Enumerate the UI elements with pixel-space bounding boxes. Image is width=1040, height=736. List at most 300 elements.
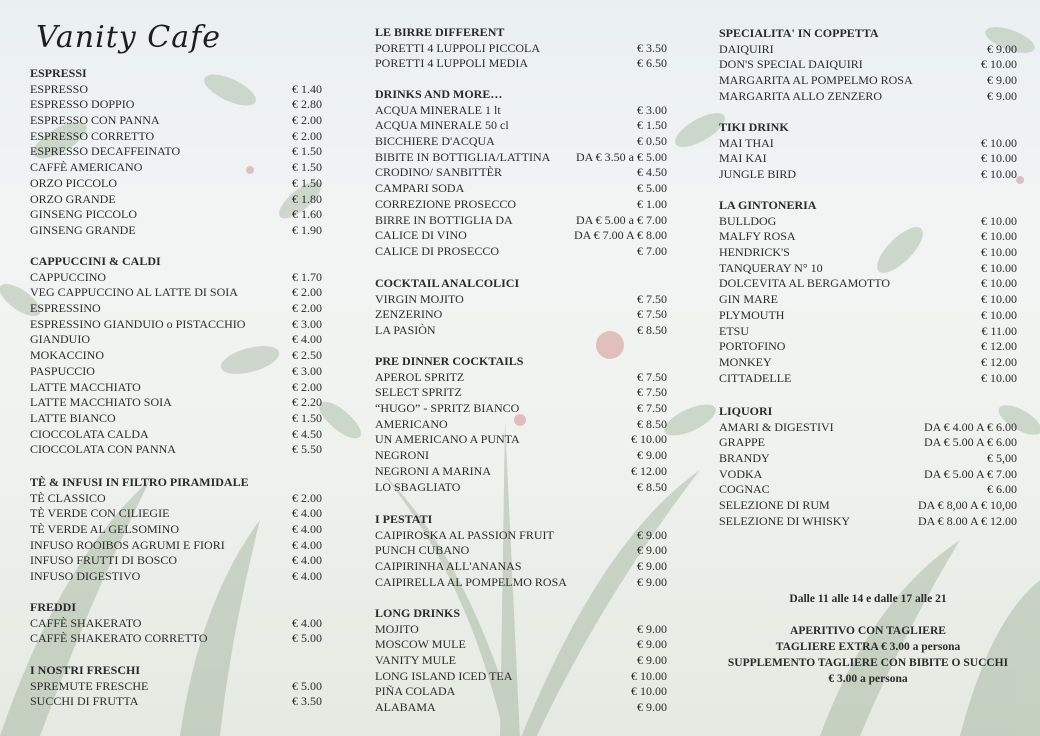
- menu-item: [30, 679, 322, 695]
- menu-item: [30, 129, 322, 145]
- section-liquori: [719, 404, 1017, 530]
- menu-item-name: MAI KAI: [719, 151, 767, 166]
- menu-item: [719, 482, 1017, 498]
- menu-item-name: ESPRESSO DOPPIO: [30, 97, 135, 112]
- section-heading: I NOSTRI FRESCHI: [30, 663, 141, 677]
- menu-item: [30, 553, 322, 569]
- menu-item-price: € 4.00: [292, 332, 322, 347]
- menu-item: [30, 317, 322, 333]
- menu-item-name: CAFFÈ AMERICANO: [30, 160, 143, 175]
- menu-item-price: € 10.00: [981, 213, 1017, 228]
- menu-item: [30, 506, 322, 522]
- aperitivo-line-2: TAGLIERE EXTRA € 3.00 a persona: [775, 641, 961, 653]
- menu-item-price: € 1.40: [292, 81, 322, 96]
- menu-item-price: DA € 8.00 A € 12.00: [917, 513, 1017, 528]
- menu-item-price: € 3.50: [637, 40, 667, 55]
- menu-item: [30, 176, 322, 192]
- menu-item: [375, 464, 667, 480]
- menu-item-name: HENDRICK'S: [719, 245, 790, 260]
- menu-item-price: € 7.50: [637, 401, 667, 416]
- menu-item: [375, 134, 667, 150]
- menu-item-price: € 1.70: [292, 269, 322, 284]
- menu-item-name: LONG ISLAND ICED TEA: [375, 668, 513, 683]
- menu-item: [375, 401, 667, 417]
- menu-item-name: NEGRONI A MARINA: [375, 463, 492, 478]
- menu-item-price: € 7.50: [637, 291, 667, 306]
- menu-item-name: “HUGO” - SPRITZ BIANCO: [375, 401, 520, 416]
- menu-item: [719, 339, 1017, 355]
- section-heading: LIQUORI: [719, 404, 773, 418]
- menu-item-name: PASPUCCIO: [30, 363, 95, 378]
- section-pre-dinner-cocktails: [375, 354, 667, 495]
- menu-item: [719, 371, 1017, 387]
- menu-item: [375, 575, 667, 591]
- menu-item-price: DA € 5.00 A € 7.00: [923, 466, 1017, 481]
- menu-item-price: € 7.50: [637, 385, 667, 400]
- menu-item-name: TÈ VERDE CON CILIEGIE: [30, 506, 170, 521]
- menu-item: [375, 417, 667, 433]
- menu-item: [375, 480, 667, 496]
- menu-item: [719, 151, 1017, 167]
- menu-item-price: € 9.00: [637, 700, 667, 715]
- menu-item-price: € 10.00: [981, 151, 1017, 166]
- menu-item-name: ALABAMA: [375, 700, 436, 715]
- menu-item-name: PUNCH CUBANO: [375, 543, 470, 558]
- menu-item: [30, 270, 322, 286]
- menu-item: [719, 467, 1017, 483]
- menu-item-name: ACQUA MINERALE 50 cl: [375, 118, 509, 133]
- menu-item-name: MAI THAI: [719, 135, 774, 150]
- menu-item: [30, 144, 322, 160]
- section-birre: [375, 25, 667, 72]
- menu-item-price: € 2.80: [292, 97, 322, 112]
- menu-item: [375, 385, 667, 401]
- menu-item-price: € 0.50: [637, 134, 667, 149]
- menu-item-price: € 9.00: [637, 574, 667, 589]
- menu-item: [30, 192, 322, 208]
- menu-item-name: ZENZERINO: [375, 307, 443, 322]
- menu-item: [30, 301, 322, 317]
- menu-item-name: ESPRESSINO: [30, 301, 101, 316]
- section-freddi: [30, 600, 322, 647]
- menu-item-name: AMERICANO: [375, 416, 448, 431]
- menu-item-price: € 5.00: [637, 181, 667, 196]
- menu-item-price: € 12.00: [981, 339, 1017, 354]
- menu-item-price: € 1.50: [637, 118, 667, 133]
- menu-item: [719, 451, 1017, 467]
- menu-item-name: CALICE DI VINO: [375, 228, 467, 243]
- menu-item-price: € 8.50: [637, 479, 667, 494]
- menu-item-price: DA € 5.00 a € 7.00: [576, 212, 667, 227]
- menu-item: [30, 442, 322, 458]
- menu-item: [719, 324, 1017, 340]
- menu-item-name: DON'S SPECIAL DAIQUIRI: [719, 57, 863, 72]
- section-heading: LA GINTONERIA: [719, 198, 817, 212]
- menu-item: [719, 420, 1017, 436]
- menu-item-name: ESPRESSO CON PANNA: [30, 113, 160, 128]
- menu-item-price: DA € 5.00 A € 6.00: [923, 435, 1017, 450]
- menu-item-price: € 1.00: [637, 196, 667, 211]
- menu-item-price: € 4.00: [292, 615, 322, 630]
- menu-item-price: € 3.00: [292, 316, 322, 331]
- aperitivo-line-4: € 3.00 a persona: [828, 673, 908, 685]
- menu-item-price: € 9.00: [637, 637, 667, 652]
- menu-item: [375, 448, 667, 464]
- menu-item-name: VEG CAPPUCCINO AL LATTE DI SOIA: [30, 285, 238, 300]
- menu-item-name: ESPRESSO DECAFFEINATO: [30, 144, 181, 159]
- section-heading: SPECIALITA' IN COPPETTA: [719, 26, 879, 40]
- menu-item-name: VIRGIN MOJITO: [375, 291, 464, 306]
- menu-item-price: € 10.00: [631, 684, 667, 699]
- menu-item: [30, 569, 322, 585]
- menu-item-price: € 8.50: [637, 323, 667, 338]
- menu-item-name: CAMPARI SODA: [375, 181, 465, 196]
- menu-item: [30, 82, 322, 98]
- menu-item-name: TÈ VERDE AL GELSOMINO: [30, 522, 179, 537]
- menu-item: [375, 637, 667, 653]
- menu-item-price: € 9.00: [637, 543, 667, 558]
- menu-item-price: € 10.00: [981, 276, 1017, 291]
- menu-item-name: PLYMOUTH: [719, 307, 785, 322]
- menu-item-name: BRANDY: [719, 451, 770, 466]
- menu-item: [375, 197, 667, 213]
- section-gintoneria: [719, 198, 1017, 386]
- section-heading: LONG DRINKS: [375, 606, 461, 620]
- menu-item: [375, 528, 667, 544]
- menu-item-price: € 2.00: [292, 490, 322, 505]
- menu-item: [375, 56, 667, 72]
- menu-item-name: CAIPIRINHA ALL'ANANAS: [375, 559, 522, 574]
- menu-item-name: CAFFÈ SHAKERATO CORRETTO: [30, 631, 208, 646]
- menu-item: [375, 622, 667, 638]
- menu-item-price: € 5.50: [292, 442, 322, 457]
- menu-item: [30, 113, 322, 129]
- menu-item-price: € 2.50: [292, 348, 322, 363]
- menu-item: [719, 245, 1017, 261]
- menu-item: [375, 103, 667, 119]
- menu-item: [30, 631, 322, 647]
- menu-item-price: € 9.00: [987, 88, 1017, 103]
- menu-item-price: € 2.00: [292, 301, 322, 316]
- menu-item-price: € 10.00: [981, 307, 1017, 322]
- section-drinks-and-more: [375, 87, 667, 260]
- menu-item-price: € 9.00: [637, 559, 667, 574]
- menu-item-name: MOKACCINO: [30, 348, 105, 363]
- menu-item-price: € 2.00: [292, 285, 322, 300]
- section-cocktail-analcolici: [375, 276, 667, 339]
- menu-item-price: € 1.90: [292, 222, 322, 237]
- menu-item-price: € 1.50: [292, 160, 322, 175]
- menu-item-name: GINSENG GRANDE: [30, 222, 136, 237]
- menu-item-name: SELECT SPRITZ: [375, 385, 462, 400]
- menu-item: [30, 332, 322, 348]
- menu-item-price: € 9.00: [637, 527, 667, 542]
- menu-item: [375, 181, 667, 197]
- menu-item-price: € 4.00: [292, 506, 322, 521]
- menu-item: [375, 165, 667, 181]
- menu-item: [30, 285, 322, 301]
- section-heading: PRE DINNER COCKTAILS: [375, 354, 524, 368]
- menu-item-price: € 10.00: [981, 370, 1017, 385]
- menu-item-name: CITTADELLE: [719, 370, 792, 385]
- menu-item-name: ORZO GRANDE: [30, 191, 116, 206]
- menu-item-name: INFUSO ROOIBOS AGRUMI E FIORI: [30, 537, 225, 552]
- menu-item-name: CAIPIROSKA AL PASSION FRUIT: [375, 527, 554, 542]
- section-espressi: [30, 66, 322, 239]
- menu-item: [375, 543, 667, 559]
- menu-item: [30, 491, 322, 507]
- menu-item-price: € 4.00: [292, 569, 322, 584]
- menu-item-price: € 6.50: [637, 56, 667, 71]
- section-heading: FREDDI: [30, 600, 77, 614]
- menu-item: [719, 276, 1017, 292]
- menu-item-price: € 1.50: [292, 410, 322, 425]
- section-nostri-freschi: [30, 663, 322, 710]
- menu-item: [719, 57, 1017, 73]
- menu-item: [719, 214, 1017, 230]
- menu-item-price: € 10.00: [981, 292, 1017, 307]
- aperitivo-line-1: APERITIVO CON TAGLIERE: [790, 625, 946, 637]
- aperitivo-line-3: SUPPLEMENTO TAGLIERE CON BIBITE O SUCCHI: [727, 657, 1009, 669]
- section-heading: LE BIRRE DIFFERENT: [375, 25, 505, 39]
- menu-item-price: € 2.20: [292, 395, 322, 410]
- menu-item: [30, 348, 322, 364]
- menu-item-price: € 3.00: [637, 102, 667, 117]
- menu-item-name: CAPPUCCINO: [30, 269, 107, 284]
- menu-item-name: VANITY MULE: [375, 653, 456, 668]
- menu-item: [30, 522, 322, 538]
- menu-item: [719, 435, 1017, 451]
- menu-item-price: € 4.00: [292, 537, 322, 552]
- menu-item-price: € 2.00: [292, 379, 322, 394]
- menu-item-price: € 1.50: [292, 175, 322, 190]
- menu-item: [375, 150, 667, 166]
- menu-item: [30, 380, 322, 396]
- menu-item: [375, 228, 667, 244]
- section-cappuccini-caldi: [30, 254, 322, 458]
- menu-item-name: LATTE BIANCO: [30, 410, 116, 425]
- menu-item-price: € 7.00: [637, 243, 667, 258]
- menu-item-price: DA € 3.50 a € 5.00: [576, 149, 667, 164]
- section-heading: TIKI DRINK: [719, 120, 789, 134]
- menu-item-name: ORZO PICCOLO: [30, 175, 118, 190]
- menu-item-price: € 8.50: [637, 416, 667, 431]
- menu-item-name: TANQUERAY N° 10: [719, 260, 823, 275]
- menu-item-name: CIOCCOLATA CALDA: [30, 426, 149, 441]
- menu-item-name: MARGARITA AL POMPELMO ROSA: [719, 73, 913, 88]
- menu-item-price: € 3.00: [292, 363, 322, 378]
- menu-item-price: € 9.00: [987, 41, 1017, 56]
- menu-item: [375, 307, 667, 323]
- menu-item-name: ACQUA MINERALE 1 lt: [375, 102, 501, 117]
- menu-item-name: LATTE MACCHIATO SOIA: [30, 395, 172, 410]
- menu-item-name: PIÑA COLADA: [375, 684, 456, 699]
- section-specialita-coppetta: [719, 26, 1017, 104]
- menu-item: [375, 684, 667, 700]
- menu-item-name: BULLDOG: [719, 213, 777, 228]
- menu-item: [375, 41, 667, 57]
- menu-item-name: UN AMERICANO A PUNTA: [375, 432, 520, 447]
- menu-item-name: COGNAC: [719, 482, 770, 497]
- menu-item-price: DA € 4.00 A € 6.00: [923, 419, 1017, 434]
- menu-item: [375, 323, 667, 339]
- menu-item-name: ETSU: [719, 323, 749, 338]
- menu-item: [375, 700, 667, 716]
- menu-item: [375, 244, 667, 260]
- menu-item-price: € 10.00: [981, 167, 1017, 182]
- menu-item: [30, 616, 322, 632]
- menu-item: [30, 538, 322, 554]
- menu-item-price: € 10.00: [981, 260, 1017, 275]
- menu-item: [30, 97, 322, 113]
- section-heading: COCKTAIL ANALCOLICI: [375, 276, 520, 290]
- section-heading: ESPRESSI: [30, 66, 87, 80]
- menu-item: [30, 207, 322, 223]
- menu-item-price: € 4.00: [292, 553, 322, 568]
- menu-item: [30, 160, 322, 176]
- menu-item-name: DAIQUIRI: [719, 41, 774, 56]
- menu-item-name: CORREZIONE PROSECCO: [375, 196, 517, 211]
- menu-item: [30, 694, 322, 710]
- menu-item-name: CRODINO/ SANBITTÈR: [375, 165, 503, 180]
- menu-item-name: CALICE DI PROSECCO: [375, 243, 500, 258]
- menu-item: [719, 89, 1017, 105]
- menu-item-name: LATTE MACCHIATO: [30, 379, 141, 394]
- menu-item-price: € 9.00: [637, 448, 667, 463]
- section-heading: I PESTATI: [375, 512, 433, 526]
- menu-item-price: € 2.00: [292, 113, 322, 128]
- menu-item: [30, 427, 322, 443]
- menu-item-name: VODKA: [719, 466, 763, 481]
- menu-item-price: € 10.00: [981, 57, 1017, 72]
- menu-item: [30, 364, 322, 380]
- menu-item-name: LO SBAGLIATO: [375, 479, 461, 494]
- menu-item-name: GINSENG PICCOLO: [30, 207, 138, 222]
- menu-item-name: GIANDUIO: [30, 332, 90, 347]
- menu-item-name: MARGARITA ALLO ZENZERO: [719, 88, 883, 103]
- menu-item: [375, 559, 667, 575]
- menu-item-name: BICCHIERE D'ACQUA: [375, 134, 495, 149]
- menu-item-price: € 7.50: [637, 369, 667, 384]
- menu-item: [375, 118, 667, 134]
- menu-item-name: INFUSO FRUTTI DI BOSCO: [30, 553, 178, 568]
- menu-item-name: BIBITE IN BOTTIGLIA/LATTINA: [375, 149, 551, 164]
- menu-item-price: € 10.00: [631, 432, 667, 447]
- menu-item-name: BIRRE IN BOTTIGLIA DA: [375, 212, 513, 227]
- menu-item: [375, 213, 667, 229]
- menu-item-price: € 7.50: [637, 307, 667, 322]
- menu-item: [375, 653, 667, 669]
- menu-item: [719, 498, 1017, 514]
- menu-item-price: € 10.00: [981, 135, 1017, 150]
- menu-item-name: APEROL SPRITZ: [375, 369, 465, 384]
- menu-item: [375, 432, 667, 448]
- menu-item-price: € 11.00: [981, 323, 1017, 338]
- section-te-infusi: [30, 475, 322, 585]
- menu-item: [719, 292, 1017, 308]
- menu-item-name: ESPRESSO: [30, 81, 89, 96]
- menu-item-name: GIN MARE: [719, 292, 778, 307]
- menu-item-price: € 4.00: [292, 522, 322, 537]
- menu-item-name: GRAPPE: [719, 435, 766, 450]
- menu-item-price: € 9.00: [637, 621, 667, 636]
- menu-item-name: TÈ CLASSICO: [30, 490, 106, 505]
- menu-item-name: SUCCHI DI FRUTTA: [30, 694, 139, 709]
- menu-item: [719, 261, 1017, 277]
- menu-item-price: € 9.00: [637, 653, 667, 668]
- menu-item-price: € 6.00: [987, 482, 1017, 497]
- menu-item-name: SELEZIONE DI RUM: [719, 498, 830, 513]
- menu-item: [719, 308, 1017, 324]
- menu-item-price: € 5.00: [292, 678, 322, 693]
- menu-item: [719, 167, 1017, 183]
- menu-item-name: NEGRONI: [375, 448, 429, 463]
- menu-item: [30, 223, 322, 239]
- menu-item-price: € 1.60: [292, 207, 322, 222]
- menu-item: [719, 136, 1017, 152]
- menu-item-price: € 10.00: [981, 229, 1017, 244]
- menu-item: [375, 669, 667, 685]
- menu-item-name: MOSCOW MULE: [375, 637, 466, 652]
- menu-item-name: MALFY ROSA: [719, 229, 796, 244]
- menu-item-name: INFUSO DIGESTIVO: [30, 569, 141, 584]
- menu-item-name: ESPRESSINO GIANDUIO o PISTACCHIO: [30, 316, 246, 331]
- menu-item-price: € 3.50: [292, 694, 322, 709]
- menu-item-price: € 4.50: [637, 165, 667, 180]
- menu-item: [719, 73, 1017, 89]
- menu-item-name: SPREMUTE FRESCHE: [30, 678, 149, 693]
- menu-item-name: AMARI & DIGESTIVI: [719, 419, 834, 434]
- menu-item-price: € 9.00: [987, 73, 1017, 88]
- menu-item-price: € 5.00: [292, 631, 322, 646]
- menu-item: [375, 292, 667, 308]
- menu-item-name: CAIPIRELLA AL POMPELMO ROSA: [375, 574, 567, 589]
- section-tiki-drink: [719, 120, 1017, 183]
- cafe-logo-title: Vanity Cafe: [36, 20, 221, 55]
- menu-item-name: DOLCEVITA AL BERGAMOTTO: [719, 276, 891, 291]
- menu-item-name: JUNGLE BIRD: [719, 167, 796, 182]
- menu-item-price: € 2.00: [292, 128, 322, 143]
- menu-item: [719, 514, 1017, 530]
- menu-item-name: PORTOFINO: [719, 339, 786, 354]
- aperitivo-hours: Dalle 11 alle 14 e dalle 17 alle 21: [789, 593, 947, 605]
- menu-item-name: MOJITO: [375, 621, 419, 636]
- menu-item-price: DA € 8,00 A € 10,00: [917, 498, 1017, 513]
- menu-item-price: € 4.50: [292, 426, 322, 441]
- section-heading: CAPPUCCINI & CALDI: [30, 254, 161, 268]
- menu-item-price: € 10.00: [631, 668, 667, 683]
- menu-item-name: CIOCCOLATA CON PANNA: [30, 442, 176, 457]
- menu-item-name: PORETTI 4 LUPPOLI PICCOLA: [375, 40, 541, 55]
- menu-item-price: € 10.00: [981, 245, 1017, 260]
- section-pestati: [375, 512, 667, 590]
- menu-item-price: € 12.00: [631, 463, 667, 478]
- menu-item-price: € 12.00: [981, 354, 1017, 369]
- menu-item-price: DA € 7.00 A € 8.00: [573, 228, 667, 243]
- menu-item-name: CAFFÈ SHAKERATO: [30, 615, 142, 630]
- menu-item: [30, 411, 322, 427]
- section-long-drinks: [375, 606, 667, 716]
- menu-item-price: € 1.80: [292, 191, 322, 206]
- menu-item: [375, 370, 667, 386]
- menu-item-price: € 1.50: [292, 144, 322, 159]
- menu-item: [719, 42, 1017, 58]
- section-heading: TÈ & INFUSI IN FILTRO PIRAMIDALE: [30, 475, 249, 489]
- menu-item-name: ESPRESSO CORRETTO: [30, 128, 155, 143]
- menu-item-price: € 5,00: [987, 451, 1017, 466]
- menu-item-name: SELEZIONE DI WHISKY: [719, 513, 851, 528]
- menu-item-name: PORETTI 4 LUPPOLI MEDIA: [375, 56, 528, 71]
